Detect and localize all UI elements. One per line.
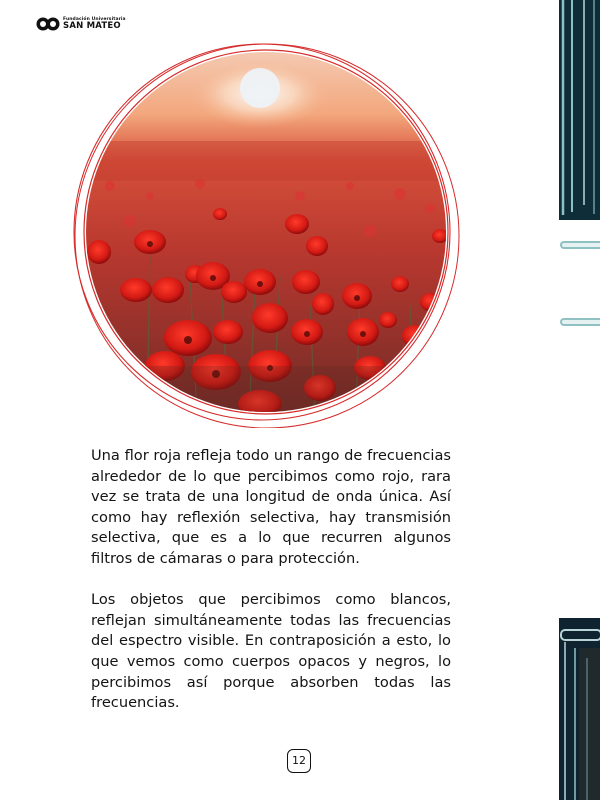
paragraph-1: Una flor roja refleja todo un rango de frecuencias alrededor de lo que percibimos como rojo, rara vez se trata de una longitud de onda única. Así como hay reflexión selectiva, hay transmisión selectiva, que es a lo que recurren algunos filtros de cámaras o para protección. [91,447,451,567]
page-number: 12 [287,749,311,773]
logo-tagline: Fundación Universitaria [63,16,126,22]
body-text [91,446,451,714]
side-panel-top-decoration [559,0,600,220]
logo-name: SAN MATEO [63,21,121,31]
infinity-logo-icon [36,14,60,34]
university-logo [36,14,126,34]
poppy-field-photo [70,36,462,428]
side-panel-bottom-decoration [559,618,600,800]
paragraph-2: Los objetos que percibimos como blancos, reflejan simultáneamente todas las frecuencias del espectro visible. En contraposición a esto, lo que vemos como cuerpos opacos y negros, lo percibimos así porque absorben todas las frecuencias. [91,591,451,712]
side-accent-bar [560,241,600,249]
side-accent-bar [560,318,600,326]
